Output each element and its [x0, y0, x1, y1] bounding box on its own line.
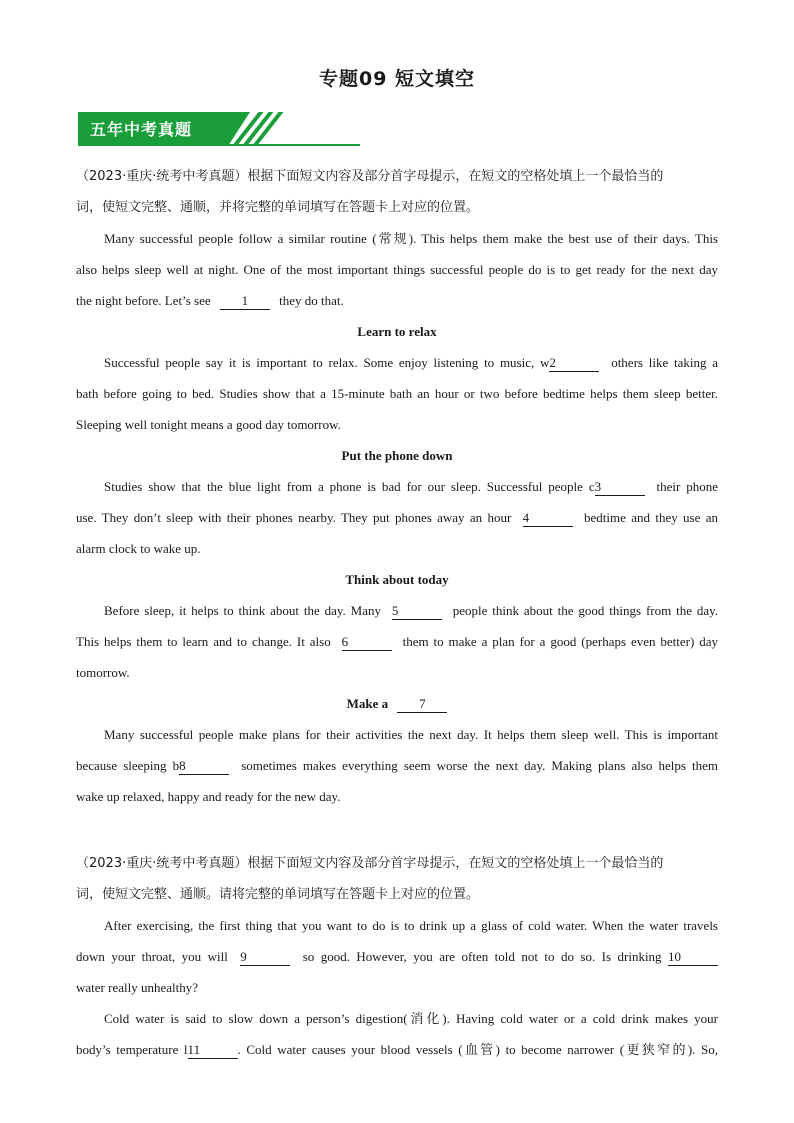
text-span: use. They don’t sleep with their phones nearby. They put phones away an hour [76, 510, 512, 525]
section-1 [76, 161, 718, 812]
text-span: bedtime and they use an [584, 510, 718, 525]
passage-line [76, 595, 718, 626]
passage-line [76, 347, 718, 378]
passage-line: Many successful people make plans for their activities the next day. It helps them sleep well. This is important [104, 727, 718, 742]
text-span: so good. However, you are often told not to do so. Is drinking [302, 949, 662, 964]
text-span: sometimes makes everything seem worse the next day. Making plans also helps them [241, 758, 718, 773]
passage-line [76, 471, 718, 502]
subheading [76, 688, 718, 719]
text-span: Studies show that the blue light from a phone is bad for our sleep. Successful people c [104, 479, 595, 494]
text-span: people think about the good things from the day. [452, 603, 719, 618]
passage-line [76, 750, 718, 781]
passage-line: Cold water is said to slow down a person’s digestion(消化). Having cold water or a cold drink makes your [104, 1011, 718, 1026]
page-title: 专题09 短文填空 [318, 68, 476, 90]
passage-line: also helps sleep well at night. One of the most important things successful people do is to get ready for the next day [76, 262, 718, 277]
passage-line [76, 941, 718, 972]
passage-line [76, 1034, 718, 1065]
text-span: Before sleep, it helps to think about the day. Many [104, 603, 381, 618]
passage-line [76, 626, 718, 657]
passage-line: water really unhealthy? [76, 980, 198, 995]
answer-blank[interactable]: 5 [392, 603, 442, 620]
subheading: Learn to relax [357, 324, 437, 339]
answer-blank[interactable]: 1 [220, 293, 270, 310]
passage-line [76, 502, 718, 533]
answer-blank[interactable]: 10 [668, 949, 718, 966]
text-span: body’s temperature l [76, 1042, 188, 1057]
text-span: . Cold water causes your blood vessels (血管) to become narrower (更狭窄的). So, [237, 1042, 718, 1057]
answer-blank[interactable]: 3 [595, 479, 645, 496]
text-span: This helps them to learn and to change. It also [76, 634, 331, 649]
answer-blank[interactable]: 9 [240, 949, 290, 966]
answer-blank[interactable]: 2 [549, 355, 599, 372]
passage-line: After exercising, the first thing that you want to do is to drink up a glass of cold water. When the water travels [104, 918, 718, 933]
answer-blank[interactable]: 6 [342, 634, 392, 651]
section-2 [76, 848, 718, 1065]
passage-line: Many successful people follow a similar routine (常规). This helps them make the best use of their days. This [104, 231, 718, 246]
passage-line: tomorrow. [76, 665, 130, 680]
answer-blank[interactable]: 4 [523, 510, 573, 527]
answer-blank[interactable]: 8 [179, 758, 229, 775]
passage-line [76, 285, 718, 316]
instruction-line: 词，使短文完整、通顺，并将完整的单词填写在答题卡上对应的位置。 [76, 200, 480, 215]
instruction-line: （2023·重庆·统考中考真题）根据下面短文内容及部分首字母提示，在短文的空格处填上一个最恰当的 [76, 856, 664, 871]
text-span: others like taking a [611, 355, 719, 370]
instruction-line: 词，使短文完整、通顺。请将完整的单词填写在答题卡上对应的位置。 [76, 887, 480, 902]
text-span: them to make a plan for a good (perhaps even better) day [402, 634, 719, 649]
subheading: Think about today [345, 572, 449, 587]
text-span: they do that. [279, 293, 344, 308]
text-span: Make a [346, 696, 389, 711]
answer-blank[interactable]: 7 [397, 696, 447, 713]
subheading: Put the phone down [341, 448, 453, 463]
banner-label: 五年中考真题 [90, 120, 193, 139]
text-span: the night before. Let’s see [76, 293, 211, 308]
answer-blank[interactable]: 11 [188, 1042, 238, 1059]
section-banner [78, 112, 360, 150]
passage-line: wake up relaxed, happy and ready for the new day. [76, 789, 341, 804]
passage-line: Sleeping well tonight means a good day tomorrow. [76, 417, 341, 432]
text-span: because sleeping b [76, 758, 180, 773]
text-span: their phone [656, 479, 719, 494]
banner-underline [78, 144, 360, 146]
passage-line: bath before going to bed. Studies show that a 15-minute bath an hour or two before bedtime helps them sleep better. [76, 386, 718, 401]
text-span: down your throat, you will [76, 949, 228, 964]
instruction-line: （2023·重庆·统考中考真题）根据下面短文内容及部分首字母提示，在短文的空格处填上一个最恰当的 [76, 169, 664, 184]
passage-line: alarm clock to wake up. [76, 541, 201, 556]
text-span: Successful people say it is important to relax. Some enjoy listening to music, w [104, 355, 550, 370]
